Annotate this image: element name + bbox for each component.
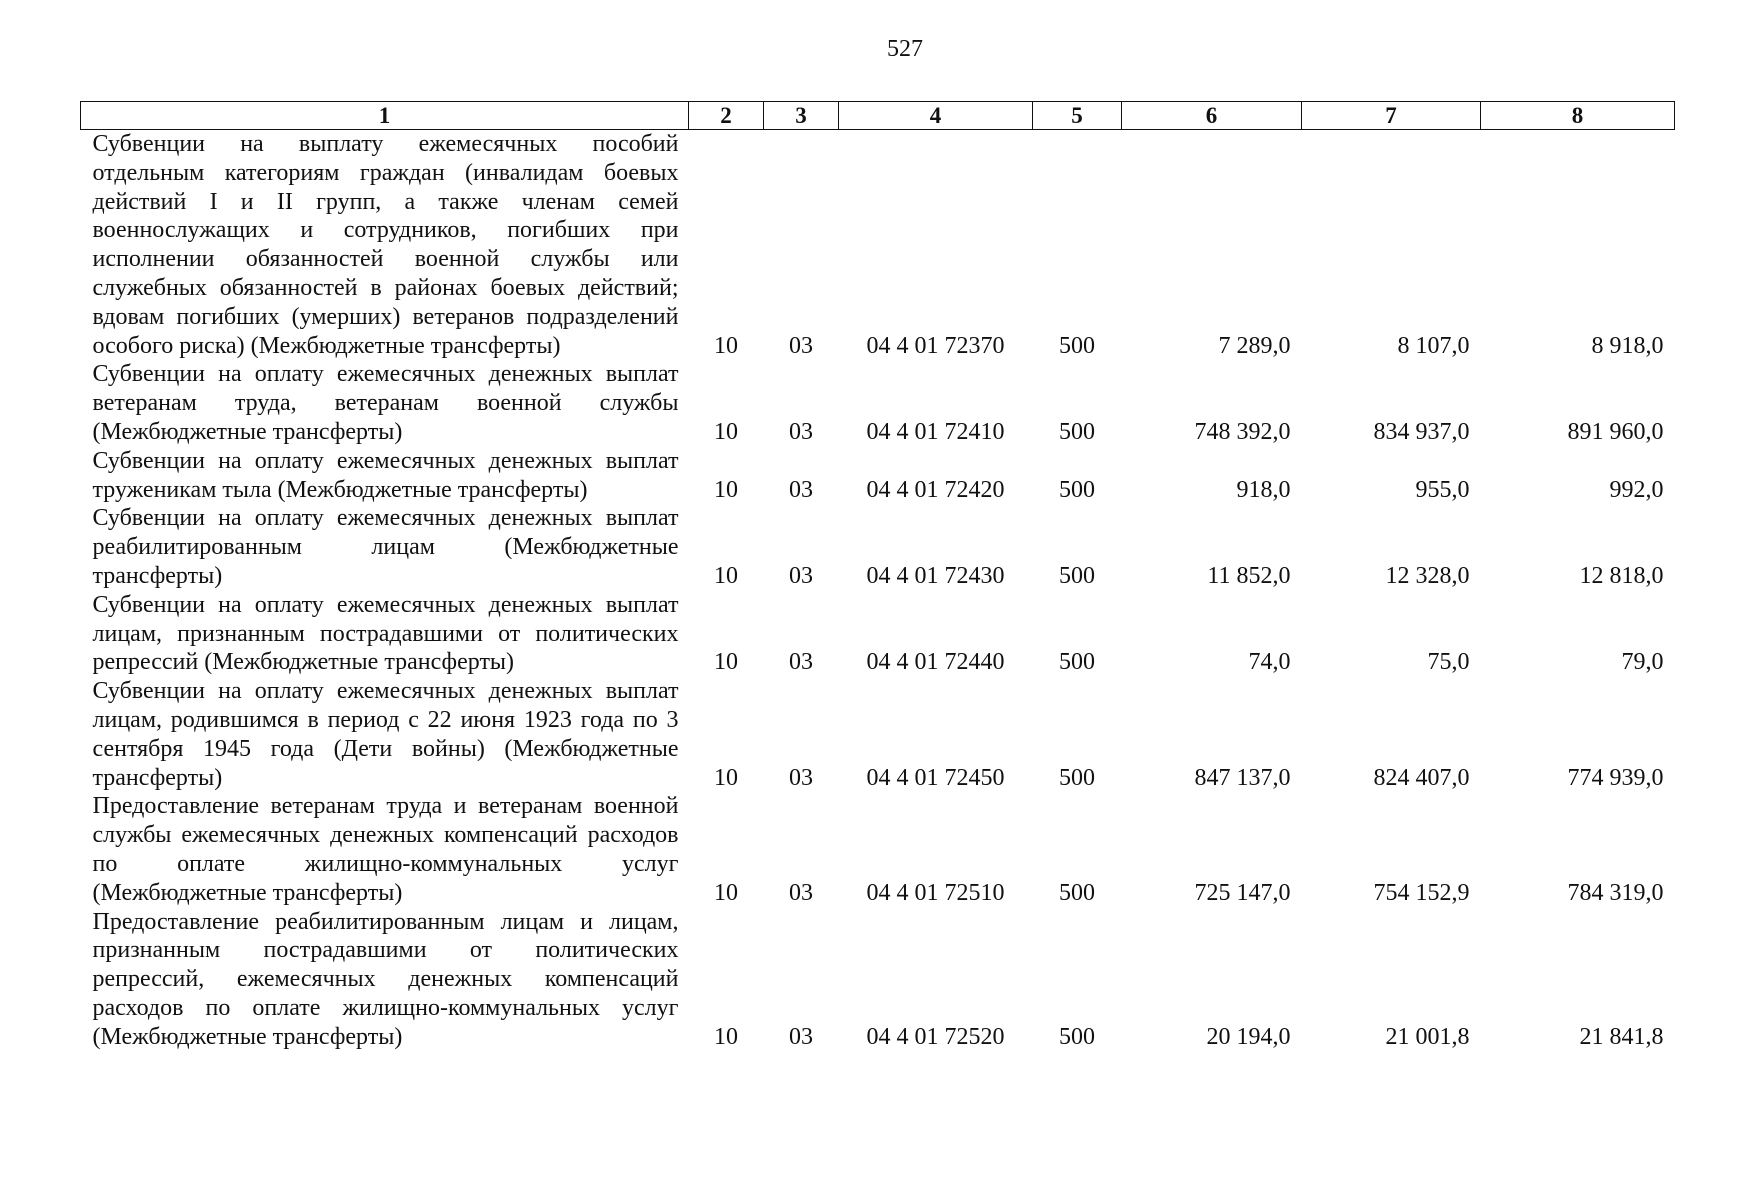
cell-section: 10 bbox=[714, 562, 738, 589]
cell-amount-1: 7 289,0 bbox=[1218, 332, 1291, 359]
table-row bbox=[81, 591, 1675, 677]
row-description: Субвенции на оплату ежемесячных денежных выплат реабилитированным лицам (Межбюджетные трансферты) bbox=[92, 505, 679, 589]
cell-amount-3: 12 818,0 bbox=[1579, 562, 1664, 589]
header-row bbox=[81, 102, 1675, 130]
cell-amount-1: 847 137,0 bbox=[1194, 764, 1291, 791]
cell-expense-type: 500 bbox=[1059, 418, 1095, 445]
cell-section: 10 bbox=[714, 649, 738, 676]
column-header-7: 7 bbox=[1302, 102, 1481, 130]
cell-amount-2: 834 937,0 bbox=[1373, 418, 1470, 445]
cell-amount-2: 21 001,8 bbox=[1385, 1023, 1470, 1050]
table-row bbox=[81, 792, 1675, 907]
cell-section: 10 bbox=[714, 1023, 738, 1050]
cell-amount-3: 784 319,0 bbox=[1567, 879, 1664, 906]
table-row bbox=[81, 360, 1675, 446]
cell-target-article: 04 4 01 72370 bbox=[866, 332, 1005, 359]
cell-expense-type: 500 bbox=[1059, 649, 1095, 676]
cell-target-article: 04 4 01 72440 bbox=[866, 649, 1005, 676]
cell-target-article: 04 4 01 72420 bbox=[866, 476, 1005, 503]
row-description: Субвенции на оплату ежемесячных денежных выплат ветеранам труда, ветеранам военной службы (Межбюджетные трансферты) bbox=[92, 361, 679, 445]
budget-table bbox=[80, 101, 1675, 1052]
row-description: Субвенции на выплату ежемесячных пособий отдельным категориям граждан (инвалидам боевых действий I и II групп, а также членам семей военнослужащих и сотрудников, погибших при исполнении обязанностей военной службы или служебных обязанностей в районах боевых действий; вдовам погибших (умерших) ветеранов подразделений особого риска) (Межбюджетные трансферты) bbox=[92, 131, 679, 359]
cell-amount-2: 754 152,9 bbox=[1373, 879, 1470, 906]
cell-subsection: 03 bbox=[789, 332, 813, 359]
table-row bbox=[81, 447, 1675, 505]
column-header-6: 6 bbox=[1122, 102, 1302, 130]
cell-subsection: 03 bbox=[789, 879, 813, 906]
cell-target-article: 04 4 01 72450 bbox=[866, 764, 1005, 791]
table-row bbox=[81, 908, 1675, 1052]
cell-amount-1: 20 194,0 bbox=[1206, 1023, 1291, 1050]
cell-target-article: 04 4 01 72510 bbox=[866, 879, 1005, 906]
cell-expense-type: 500 bbox=[1059, 1023, 1095, 1050]
cell-amount-3: 992,0 bbox=[1609, 476, 1664, 503]
cell-target-article: 04 4 01 72410 bbox=[866, 418, 1005, 445]
cell-target-article: 04 4 01 72430 bbox=[866, 562, 1005, 589]
table-row bbox=[81, 677, 1675, 792]
cell-expense-type: 500 bbox=[1059, 476, 1095, 503]
cell-amount-2: 955,0 bbox=[1415, 476, 1470, 503]
row-description: Субвенции на оплату ежемесячных денежных выплат лицам, признанным пострадавшими от политических репрессий (Межбюджетные трансферты) bbox=[92, 591, 679, 676]
row-description: Субвенции на оплату ежемесячных денежных выплат лицам, родившимся в период с 22 июня 1923 года по 3 сентября 1945 года (Дети войны) (Межбюджетные трансферты) bbox=[92, 678, 679, 791]
cell-expense-type: 500 bbox=[1059, 562, 1095, 589]
cell-amount-1: 11 852,0 bbox=[1207, 562, 1291, 589]
cell-section: 10 bbox=[714, 879, 738, 906]
cell-subsection: 03 bbox=[789, 1023, 813, 1050]
cell-amount-2: 12 328,0 bbox=[1385, 562, 1470, 589]
cell-section: 10 bbox=[714, 332, 738, 359]
column-header-5: 5 bbox=[1033, 102, 1122, 130]
cell-subsection: 03 bbox=[789, 764, 813, 791]
cell-amount-2: 75,0 bbox=[1427, 649, 1470, 676]
cell-expense-type: 500 bbox=[1059, 764, 1095, 791]
column-header-1: 1 bbox=[81, 102, 689, 130]
row-description: Предоставление ветеранам труда и ветеранам военной службы ежемесячных денежных компенсаций расходов по оплате жилищно-коммунальных услуг (Межбюджетные трансферты) bbox=[92, 793, 679, 906]
cell-amount-3: 774 939,0 bbox=[1567, 764, 1664, 791]
cell-amount-1: 918,0 bbox=[1236, 476, 1291, 503]
table-row bbox=[81, 504, 1675, 590]
cell-amount-3: 79,0 bbox=[1621, 649, 1664, 676]
cell-amount-2: 824 407,0 bbox=[1373, 764, 1470, 791]
cell-amount-3: 8 918,0 bbox=[1591, 332, 1664, 359]
cell-section: 10 bbox=[714, 476, 738, 503]
cell-amount-3: 21 841,8 bbox=[1579, 1023, 1664, 1050]
table-row bbox=[81, 130, 1675, 361]
cell-amount-1: 74,0 bbox=[1248, 649, 1291, 676]
column-header-4: 4 bbox=[839, 102, 1033, 130]
row-description: Предоставление реабилитированным лицам и лицам, признанным пострадавшими от политических репрессий, ежемесячных денежных компенсаций расходов по оплате жилищно-коммунальных услуг (Межбюджетные трансферты) bbox=[92, 908, 679, 1050]
cell-section: 10 bbox=[714, 764, 738, 791]
column-header-3: 3 bbox=[764, 102, 839, 130]
cell-subsection: 03 bbox=[789, 649, 813, 676]
page-number: 527 bbox=[887, 36, 923, 62]
cell-subsection: 03 bbox=[789, 476, 813, 503]
cell-expense-type: 500 bbox=[1059, 879, 1095, 906]
cell-section: 10 bbox=[714, 418, 738, 445]
cell-amount-1: 725 147,0 bbox=[1194, 879, 1291, 906]
cell-subsection: 03 bbox=[789, 562, 813, 589]
cell-expense-type: 500 bbox=[1059, 332, 1095, 359]
column-header-8: 8 bbox=[1481, 102, 1675, 130]
cell-amount-2: 8 107,0 bbox=[1397, 332, 1470, 359]
column-header-2: 2 bbox=[689, 102, 764, 130]
cell-amount-3: 891 960,0 bbox=[1567, 418, 1664, 445]
row-description: Субвенции на оплату ежемесячных денежных выплат труженикам тыла (Межбюджетные трансферты) bbox=[92, 447, 679, 503]
cell-target-article: 04 4 01 72520 bbox=[866, 1023, 1005, 1050]
cell-subsection: 03 bbox=[789, 418, 813, 445]
cell-amount-1: 748 392,0 bbox=[1194, 418, 1291, 445]
